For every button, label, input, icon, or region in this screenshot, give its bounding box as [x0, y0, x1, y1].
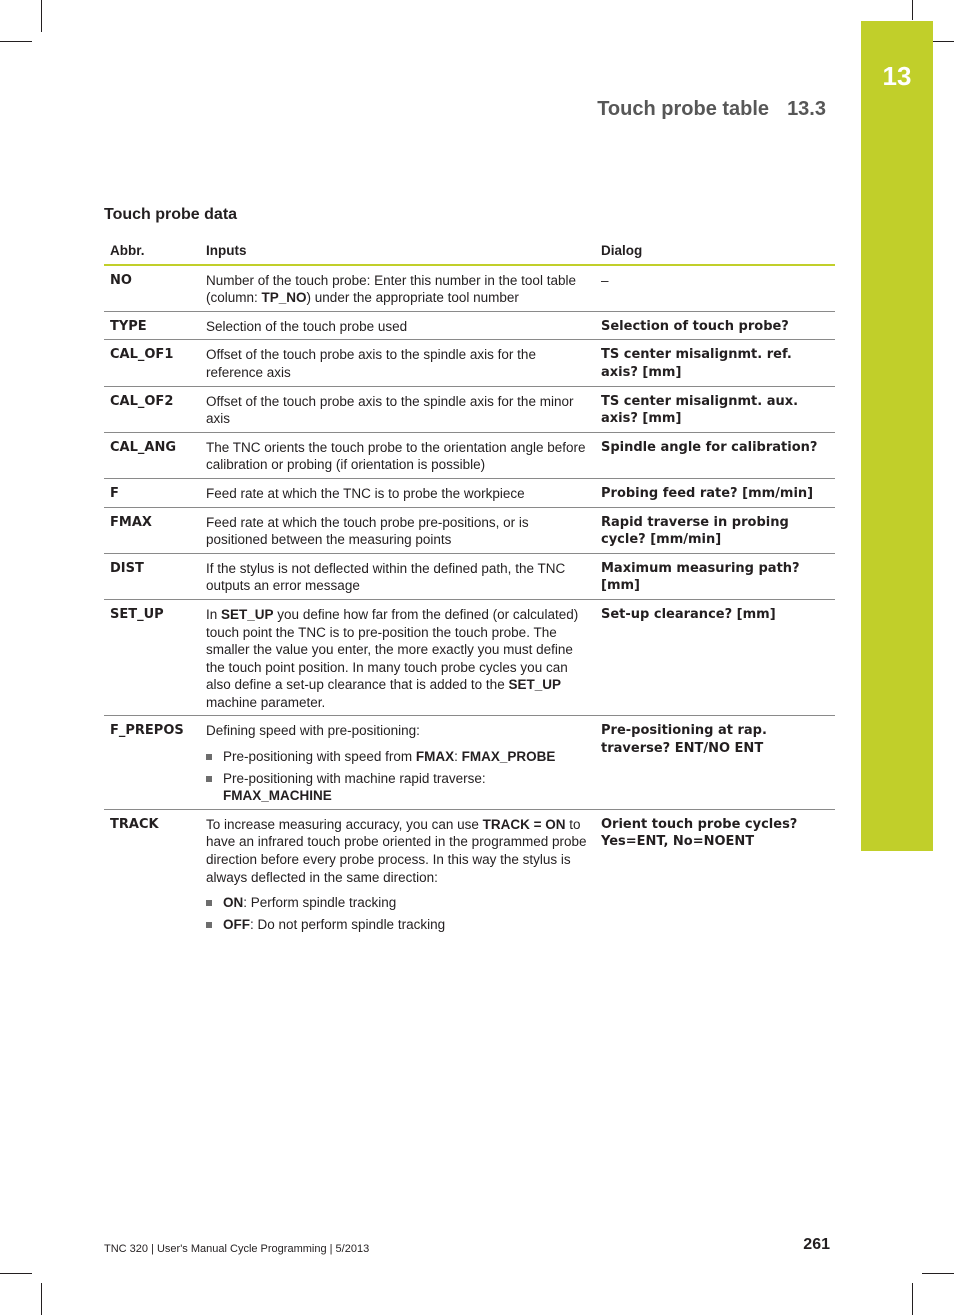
inputs-cell: Offset of the touch probe axis to the spindle axis for the reference axis — [200, 340, 595, 386]
column-header-inputs: Inputs — [200, 238, 595, 265]
inputs-text: To increase measuring accuracy, you can use — [206, 816, 483, 832]
crop-mark — [922, 1273, 954, 1274]
list-item-keyword: FMAX — [415, 749, 455, 765]
bullet-list — [206, 748, 589, 805]
page-number: 261 — [803, 1236, 830, 1253]
touch-probe-data-table — [104, 238, 835, 941]
abbr-cell: TYPE — [104, 311, 200, 340]
running-header-section: 13.3 — [787, 98, 826, 120]
chapter-number: 13 — [882, 61, 912, 91]
list-item-text: : — [454, 749, 462, 765]
dialog-cell: Probing feed rate? [mm/min] — [595, 478, 835, 507]
abbr-cell: TRACK — [110, 816, 159, 832]
running-header — [597, 98, 826, 121]
inputs-text-block — [206, 816, 589, 886]
crop-mark — [0, 1273, 32, 1274]
inputs-keyword: SET_UP — [221, 606, 274, 622]
list-item-text: Pre-positioning with speed from — [223, 749, 416, 765]
abbr-cell: CAL_OF2 — [104, 386, 200, 432]
inputs-keyword: TRACK = ON — [482, 816, 566, 832]
dialog-cell: TS center misalignmt. aux. axis? [mm] — [595, 386, 835, 432]
inputs-cell — [200, 265, 595, 312]
inputs-cell: Feed rate at which the touch probe pre-positions, or is positioned between the measuring points — [200, 507, 595, 553]
inputs-text: Defining speed with pre-positioning: — [206, 723, 420, 739]
dialog-cell: Set-up clearance? [mm] — [595, 599, 835, 716]
table-row — [104, 478, 835, 507]
crop-mark — [41, 1283, 42, 1315]
list-item — [206, 770, 589, 805]
table-row — [104, 311, 835, 340]
abbr-cell: F_PREPOS — [104, 716, 200, 809]
list-item-text: Pre-positioning with machine rapid traverse: — [223, 770, 486, 786]
crop-mark — [912, 1283, 913, 1315]
table-row — [104, 716, 835, 809]
bullet-list — [206, 894, 589, 933]
dialog-cell: – — [595, 265, 835, 312]
list-item — [206, 894, 589, 912]
abbr-cell: FMAX — [104, 507, 200, 553]
crop-mark — [0, 41, 32, 42]
table-row — [104, 553, 835, 599]
table-row — [104, 265, 835, 312]
dialog-cell: TS center misalignmt. ref. axis? [mm] — [595, 340, 835, 386]
inputs-cell — [200, 809, 595, 941]
table-row — [104, 386, 835, 432]
inputs-cell — [200, 716, 595, 809]
column-header-abbr: Abbr. — [104, 238, 200, 265]
abbr-cell: SET_UP — [104, 599, 200, 716]
abbr-cell: F — [104, 478, 200, 507]
inputs-cell — [200, 599, 595, 716]
crop-mark — [912, 0, 913, 20]
table-row — [104, 599, 835, 716]
inputs-text: you define how far from the defined (or calculated) touch point the TNC is to pre-position the touch probe. The smaller the value you enter, the more exactly you must define the touch point position. In many touch probe cycles you can also define a set-up clearance that is added to the — [206, 606, 579, 693]
dialog-cell: Selection of touch probe? — [595, 311, 835, 340]
inputs-cell: Feed rate at which the TNC is to probe the workpiece — [200, 478, 595, 507]
table-row — [104, 809, 835, 941]
inputs-keyword: SET_UP — [508, 677, 561, 693]
abbr-cell: CAL_ANG — [104, 432, 200, 478]
chapter-tab — [861, 21, 933, 851]
inputs-text: ) under the appropriate tool number — [306, 290, 519, 306]
section-title: Touch probe data — [104, 206, 238, 223]
inputs-keyword: TP_NO — [261, 290, 307, 306]
inputs-text: to have an infrared touch probe oriented in the programmed probe direction before every probe process. In this way the stylus is always deflected in the same direction: — [206, 816, 587, 885]
dialog-cell: Rapid traverse in probing cycle? [mm/min] — [595, 507, 835, 553]
abbr-cell: DIST — [104, 553, 200, 599]
column-header-dialog: Dialog — [595, 238, 835, 265]
list-item-keyword: FMAX_MACHINE — [223, 788, 332, 804]
table-header-row — [104, 238, 835, 265]
dialog-cell: Pre-positioning at rap. traverse? ENT/NO ENT — [595, 716, 835, 809]
dialog-cell: Orient touch probe cycles? Yes=ENT, No=NOENT — [601, 816, 798, 850]
table-row — [104, 340, 835, 386]
list-item — [206, 748, 589, 766]
abbr-cell: CAL_OF1 — [104, 340, 200, 386]
dialog-cell: Spindle angle for calibration? — [595, 432, 835, 478]
inputs-cell: Selection of the touch probe used — [200, 311, 595, 340]
crop-mark — [41, 0, 42, 32]
inputs-text: Number of the touch probe: Enter this number in the tool table (column: — [206, 272, 576, 306]
abbr-cell: NO — [104, 265, 200, 312]
table-row — [104, 507, 835, 553]
footer-text: TNC 320 | User's Manual Cycle Programming | 5/2013 — [104, 1243, 370, 1255]
list-item-text: : Do not perform spindle tracking — [250, 916, 446, 932]
inputs-cell: If the stylus is not deflected within the defined path, the TNC outputs an error message — [200, 553, 595, 599]
table-row — [104, 432, 835, 478]
inputs-text: In — [206, 606, 222, 622]
inputs-text: machine parameter. — [206, 694, 326, 710]
list-item — [206, 916, 589, 934]
list-item-keyword: ON — [223, 895, 244, 911]
list-item-keyword: FMAX_PROBE — [461, 749, 556, 765]
running-header-title: Touch probe table — [597, 98, 770, 120]
dialog-cell: Maximum measuring path? [mm] — [595, 553, 835, 599]
list-item-keyword: OFF — [223, 916, 250, 932]
inputs-cell: Offset of the touch probe axis to the spindle axis for the minor axis — [200, 386, 595, 432]
list-item-text: : Perform spindle tracking — [243, 895, 397, 911]
inputs-cell: The TNC orients the touch probe to the orientation angle before calibration or probing (if orientation is possible) — [200, 432, 595, 478]
